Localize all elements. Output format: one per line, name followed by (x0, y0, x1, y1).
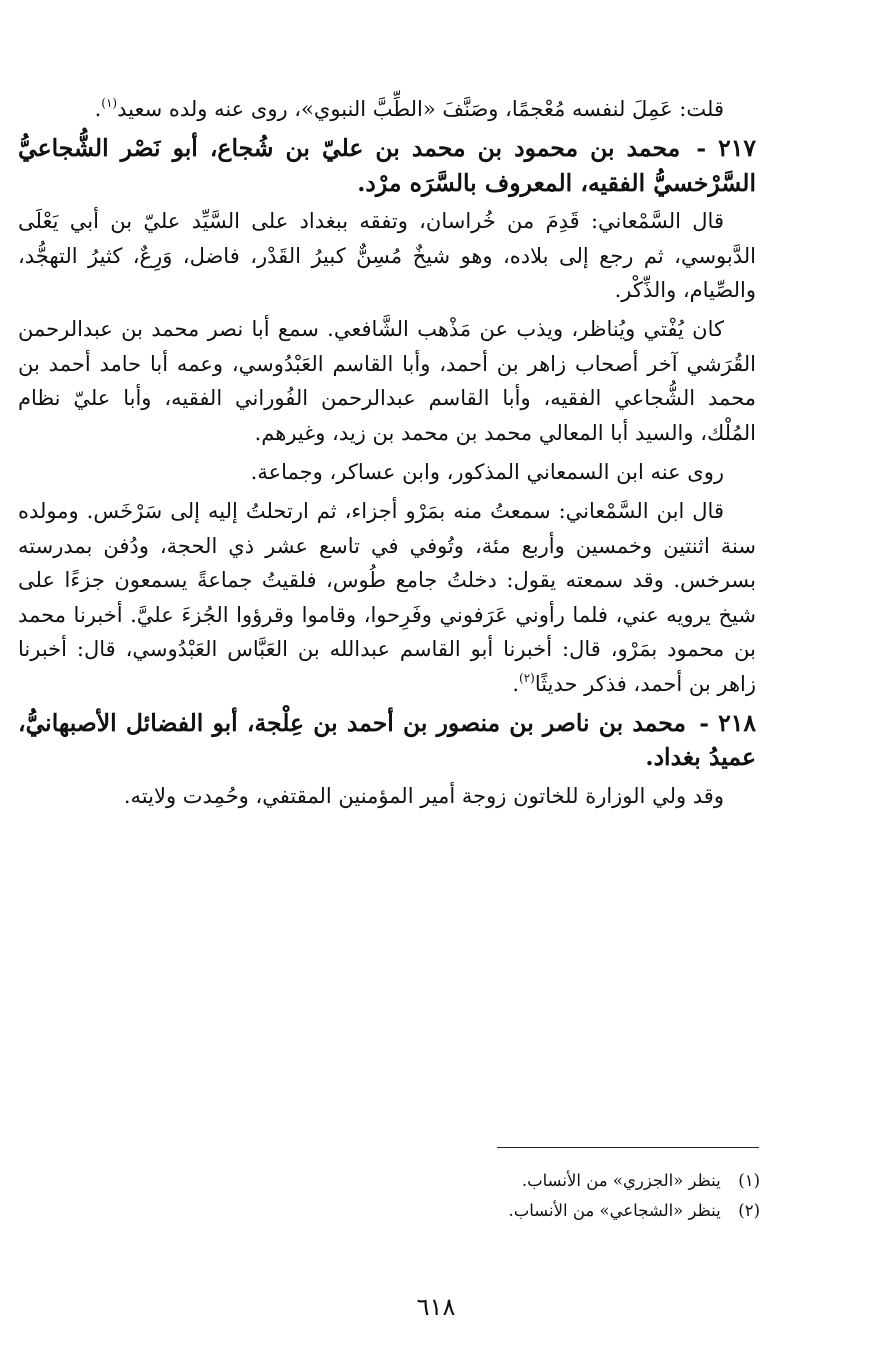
paragraph-teachers: كان يُفْتي ويُناظر، ويذب عن مَذْهب الشَّافعي. سمع أبا نصر محمد بن عبدالرحمن القُرَشي آخر أصحاب زاهر بن أحمد، وأبا القاسم العَبْدُوسي، وعمه أبا حامد أحمد بن محمد الشُّجاعي الفقيه، وأبا القاسم عبدالرحمن الفُوراني الفقيه، وأبا عليّ نظام المُلْك، والسيد أبا المعالي محمد بن محمد بن زيد، وغيرهم. (18, 317, 756, 445)
footnote-1: (١) ينظر «الجزري» من الأنساب. (521, 1171, 760, 1190)
footnote-ref-2: (٢) (519, 670, 535, 685)
entry-number-218: ٢١٨ - (699, 708, 756, 737)
paragraph-intro: قلت: عَمِلَ لنفسه مُعْجمًا، وصَنَّفَ «الطِّبَّ النبوي»، روى عنه ولده سعيد$^{(١)}$. (94, 96, 724, 121)
main-text (18, 92, 756, 818)
footnote-2: (٢) ينظر «الشجاعي» من الأنساب. (508, 1201, 760, 1220)
entry-title-218: محمد بن ناصر بن منصور بن أحمد بن عِلْجة، أبو الفضائل الأصبهانيُّ، عميدُ بغداد. (18, 708, 756, 772)
entry-heading-218 (18, 706, 756, 775)
entry-number-217: ٢١٧ - (696, 134, 757, 163)
footnote-divider (497, 1147, 759, 1148)
footnotes (300, 1166, 760, 1226)
entry-heading-217 (18, 131, 756, 200)
footnote-ref-1: (١) (101, 96, 118, 110)
paragraph-narrators: روى عنه ابن السمعاني المذكور، وابن عساكر، وجماعة. (250, 460, 724, 485)
page-number: ٦١٨ (416, 1293, 456, 1321)
paragraph-samani-quote: قال السَّمْعاني: قَدِمَ من خُراسان، وتفقه ببغداد على السَّيِّد عليّ بن أبي يَعْلَى الدَّبوسي، ثم رجع إلى بلاده، وهو شيخٌ مُسِنٌّ كبيرُ القَدْر، فاضل، وَرِعٌ، كثيرُ التهجُّد، والصِّيام، والذِّكْر. (18, 209, 756, 303)
paragraph-death: قال ابن السَّمْعاني: سمعتُ منه بمَرْو أجزاء، ثم ارتحلتُ إليه إلى سَرْخَس. ومولده سنة اثنتين وخمسين وأربع مئة، وتُوفي في تاسع عشر ذي الحجة، ودُفن بمدرسته بسرخس. وقد سمعته يقول: دخلتُ جامع طُوس، فلقيتُ جماعةً يسمعون جزءًا على شيخ يرويه عني، فلما رأوني عَرَفوني وفَرِحوا، وقاموا وقرؤوا الجُزءَ عليَّ. أخبرنا محمد بن محمود بمَرْو، قال: أخبرنا أبو القاسم عبدالله بن العَبَّاس العَبْدُوسي، قال: أخبرنا زاهر بن أحمد، فذكر حديثًا$^{(٢)}$. (18, 499, 756, 696)
paragraph-vizier: وقد ولي الوزارة للخاتون زوجة أمير المؤمنين المقتفي، وحُمِدت ولايته. (123, 783, 724, 808)
entry-title-217: محمد بن محمود بن محمد بن عليّ بن شُجاع، أبو نَصْر الشُّجاعيُّ السَّرْخسيُّ الفقيه، المعروف بالسَّرَه مرْد. (18, 134, 756, 197)
